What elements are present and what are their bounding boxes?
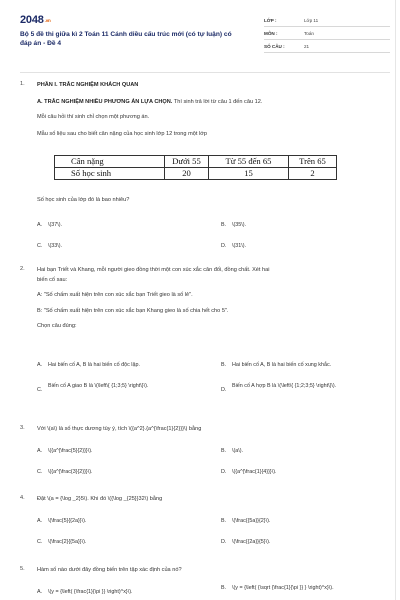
option-text: \({a^{\frac{5}{2}}}\). xyxy=(48,448,93,454)
option-text: \(33\). xyxy=(48,243,63,249)
option-text: Hai biến cố A, B là hai biến cố độc lập. xyxy=(48,362,140,368)
option-label: A. xyxy=(37,222,43,228)
question-stem: Đặt \(a = {\log _2}5\). Khi đó \({\log _{25}}32\) bằng xyxy=(37,496,163,502)
question-body xyxy=(37,425,390,475)
answer-options xyxy=(37,585,390,600)
question-number: 4. xyxy=(20,495,25,501)
option-text: \(y = {\left( {\sqrt {\frac{1}{\pi }} } \right)^x}\). xyxy=(232,585,334,591)
question-body xyxy=(37,566,390,595)
option-text: \(37\). xyxy=(48,222,63,228)
subsection-line xyxy=(37,98,390,108)
table-cell: 15 xyxy=(209,168,289,180)
option-label: B. xyxy=(221,222,227,228)
data-intro-line: Mẫu số liệu sau cho biết cân nặng của học sinh lớp 12 trong một lớp xyxy=(37,130,207,137)
option-text: Biến cố A giao B là \(\left\{ {1;3;5} \right\}\). xyxy=(48,383,149,389)
answer-options xyxy=(37,221,390,251)
question-number: 5. xyxy=(20,566,25,572)
document-header xyxy=(20,14,390,62)
question-2 xyxy=(20,266,390,416)
meta-key: LỚP : xyxy=(264,18,277,23)
option-label: C. xyxy=(37,387,43,393)
option-label: A. xyxy=(37,448,43,454)
option-text: \(y = {\left( {\frac{1}{\pi }} \right)^x}\). xyxy=(48,589,133,595)
question-stem: Hàm số nào dưới đây đồng biến trên tập xác định của nó? xyxy=(37,567,182,573)
header-divider xyxy=(20,72,390,73)
option-label: C. xyxy=(37,243,43,249)
document-page xyxy=(10,0,396,600)
option-text: \(\frac{{2a}}{5}\). xyxy=(232,539,271,545)
data-table xyxy=(54,155,337,180)
site-logo[interactable] xyxy=(20,14,51,26)
document-title: Bộ 5 đề thi giữa kì 2 Toán 11 Cánh diều cấu trúc mới (có tự luận) có đáp án - Đề 4 xyxy=(20,31,232,48)
subsection-bold: A. TRẮC NGHIỆM NHIỀU PHƯƠNG ÁN LỰA CHỌN. xyxy=(37,98,173,105)
table-cell: Cân nặng xyxy=(55,156,165,168)
option-text: \(\frac{2}{{5a}}\). xyxy=(48,539,87,545)
option-text: \(31\). xyxy=(232,243,247,249)
option-label: B. xyxy=(221,448,227,454)
option-text: \(a\). xyxy=(232,448,244,454)
question-body xyxy=(37,495,390,545)
question-line: Hai bạn Triết và Khang, mỗi người gieo đồng thời một con xúc xắc cân đối, đồng chất. Xét hai xyxy=(37,267,270,273)
meta-row-class xyxy=(264,14,390,27)
table-cell: Từ 55 đến 65 xyxy=(209,156,289,168)
table-row xyxy=(55,156,337,168)
table-cell: Số học sinh xyxy=(55,168,165,180)
option-text: \({a^{\frac{1}{4}}}\). xyxy=(232,469,277,475)
option-label: D. xyxy=(221,243,227,249)
document-meta xyxy=(264,14,390,53)
table-cell: Trên 65 xyxy=(289,156,337,168)
question-line: biến cố sau: xyxy=(37,276,68,283)
meta-key: SỐ CÂU : xyxy=(264,44,285,49)
question-body xyxy=(37,266,390,393)
question-5 xyxy=(20,566,390,600)
option-label: C. xyxy=(37,539,43,545)
event-a-text: A: "Số chấm xuất hiện trên con xúc xắc bạn Triết gieo là số lẻ". xyxy=(37,292,193,299)
question-4 xyxy=(20,495,390,555)
question-number: 2. xyxy=(20,266,25,272)
question-prompt: Chọn câu đúng: xyxy=(37,323,77,330)
option-label: B. xyxy=(221,518,227,524)
question-3 xyxy=(20,425,390,485)
meta-row-subject xyxy=(264,27,390,40)
question-number: 3. xyxy=(20,425,25,431)
option-text: \(\frac{{5a}}{2}\). xyxy=(232,518,271,524)
question-1 xyxy=(20,81,390,249)
subsection-rest: Thí sinh trả lời từ câu 1 đến câu 12. xyxy=(172,98,263,105)
question-stem: Với \(a\) là số thực dương tùy ý, tích \({a^2}.{a^{\frac{1}{2}}}\) bằng xyxy=(37,426,202,432)
table-cell: 2 xyxy=(289,168,337,180)
option-label: C. xyxy=(37,469,43,475)
option-text: Biến cố A hợp B là \(\left\{ {1;2;3;5} \right\}\). xyxy=(232,383,337,389)
answer-options xyxy=(37,447,390,477)
event-b-text: B: "Số chấm xuất hiện trên con xúc xắc bạn Khang gieo là số chia hết cho 5". xyxy=(37,307,229,314)
option-text: Hai biến cố A, B là hai biến cố xung khắc. xyxy=(232,362,332,368)
option-label: A. xyxy=(37,362,43,368)
option-label: A. xyxy=(37,589,43,595)
logo-suffix: .vn xyxy=(44,18,51,23)
section-title: PHẦN I. TRẮC NGHIỆM KHÁCH QUAN xyxy=(37,82,139,88)
answer-options xyxy=(37,361,390,411)
option-text: \({a^{\frac{3}{2}}}\). xyxy=(48,469,93,475)
table-row xyxy=(55,168,337,180)
option-label: B. xyxy=(221,585,227,591)
question-body xyxy=(37,81,390,249)
question-number: 1. xyxy=(20,81,25,87)
meta-value: Toán xyxy=(304,31,314,36)
table-cell: Dưới 55 xyxy=(165,156,209,168)
option-text: \(35\). xyxy=(232,222,247,228)
option-label: D. xyxy=(221,469,227,475)
logo-text: 2048 xyxy=(20,14,44,26)
meta-value: 21 xyxy=(304,44,310,49)
option-label: D. xyxy=(221,387,227,393)
option-text: \(\frac{5}{{2a}}\). xyxy=(48,518,87,524)
meta-value: Lớp 11 xyxy=(304,18,319,23)
meta-key: MÔN : xyxy=(264,31,278,36)
option-label: D. xyxy=(221,539,227,545)
instruction-line: Mỗi câu hỏi thí sinh chỉ chọn một phương án. xyxy=(37,114,150,121)
answer-options xyxy=(37,517,390,547)
table-cell: 20 xyxy=(165,168,209,180)
question-stem: Số học sinh của lớp đó là bao nhiêu? xyxy=(37,197,130,203)
option-label: B. xyxy=(221,362,227,368)
option-label: A. xyxy=(37,518,43,524)
meta-row-count xyxy=(264,40,390,53)
